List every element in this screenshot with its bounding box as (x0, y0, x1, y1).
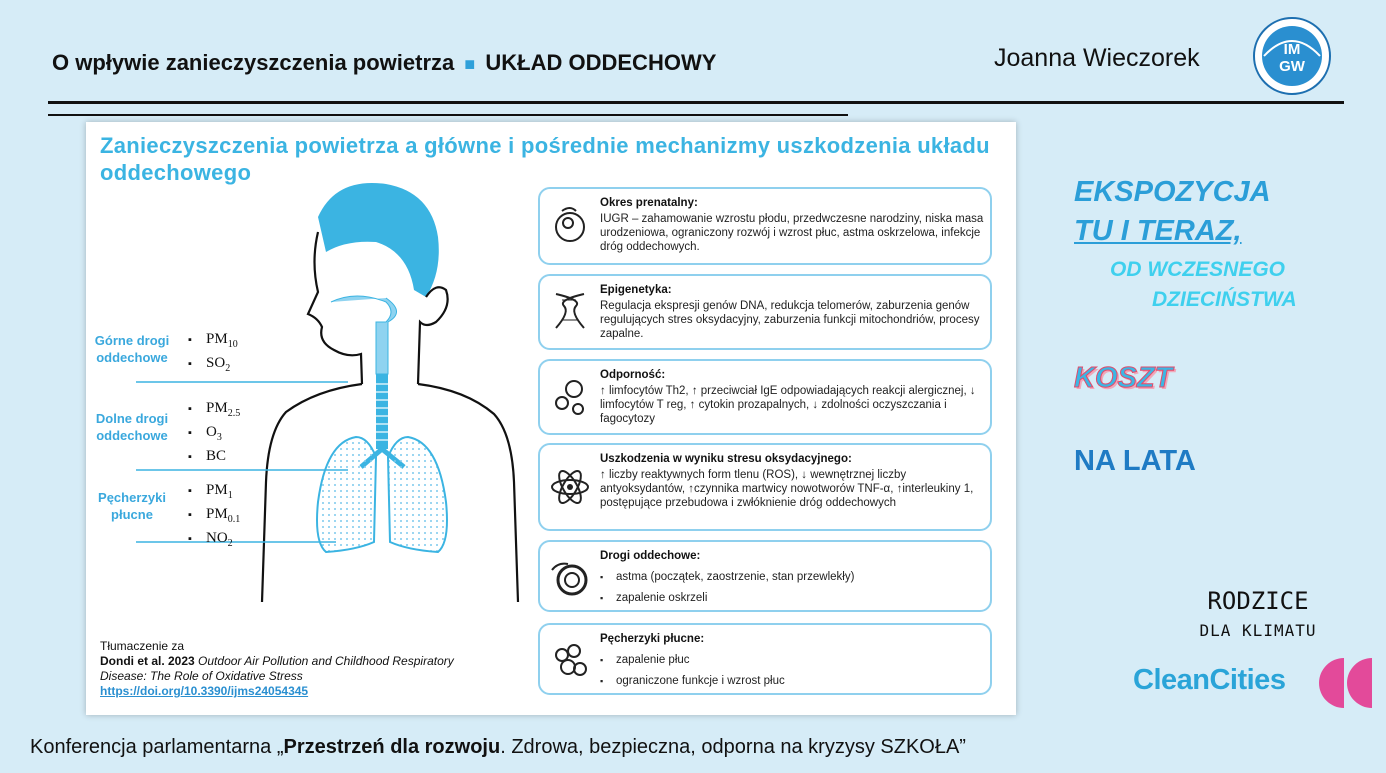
conference-footer (30, 736, 966, 759)
box-title: Drogi oddechowe: (600, 550, 701, 562)
footer-prefix: Konferencja parlamentarna „ (30, 736, 284, 758)
title-part-1: O wpływie zanieczyszczenia powietrza (52, 50, 455, 75)
infographic-title: Zanieczyszczenia powietrza a główne i pośrednie mechanizmy uszkodzenia układu oddechowego (100, 133, 990, 185)
box-title: Okres prenatalny: (600, 197, 698, 209)
clean-cities-mark-icon (1318, 656, 1374, 710)
right-lung (388, 437, 447, 552)
box-title: Pęcherzyki płucne: (600, 633, 705, 645)
region-label-alveoli (90, 489, 174, 523)
pollutant-bc: ▪ BC (188, 447, 240, 471)
rodzice-logo-line-2: DLA KLIMATU (1199, 621, 1317, 640)
slide-title (52, 50, 716, 76)
pollutant-pm1: ▪ $PM_1$ (188, 481, 240, 505)
box-title: Odporność: (600, 369, 666, 381)
box-text: Regulacja ekspresji genów DNA, redukcja telomerów, zaburzenia genów regulujących stres oksydacyjny, zaburzenia funkcji mitochondriów, procesy zapalne. (600, 300, 980, 340)
pollutant-list-lower (188, 399, 240, 471)
side-text-cost: KOSZT (1074, 362, 1173, 394)
box-immunity (538, 359, 992, 435)
footer-bold: Przestrzeń dla rozwoju (283, 736, 501, 758)
list-item: ▪ zapalenie płuc (600, 653, 985, 667)
box-text: ↑ limfocytów Th2, ↑ przeciwciał IgE odpowiadających reakcji alergicznej, ↓ limfocytów T reg, ↑ cytokin prozapalnych, ↓ zdolności oczyszczania i fagocytozy (600, 385, 976, 425)
box-list (600, 570, 985, 612)
region-label-lower-airways (90, 410, 174, 444)
virus-icon (548, 375, 592, 419)
footer-suffix: . Zdrowa, bezpieczna, odporna na kryzysy SZKOŁA” (500, 736, 966, 758)
list-item: ▪ astma (początek, zaostrzenie, stan przewlekły) (600, 570, 985, 584)
box-alveoli (538, 623, 992, 695)
dna-icon (548, 290, 592, 334)
pollutant-pm25: ▪ $PM_{2.5}$ (188, 399, 240, 423)
imgw-logo-text-2: GW (1279, 58, 1305, 75)
pollutant-list-alveoli (188, 481, 240, 553)
citation-title-a: Outdoor Air Pollution and Childhood Respiratory (198, 654, 454, 668)
citation-doi-link[interactable]: https://doi.org/10.3390/ijms24054345 (100, 684, 309, 698)
region-label-line: Pęcherzyki (98, 490, 166, 505)
box-text: IUGR – zahamowanie wzrostu płodu, przedwczesne narodziny, niska masa urodzeniowa, ograniczony rozwój i wzrost płuc, astma oskrzelowa, infekcje dróg oddechowych. (600, 213, 984, 253)
box-epigenetics (538, 274, 992, 350)
pollutant-no2: ▪ $NO_2$ (188, 529, 240, 553)
side-text-for-years: NA LATA (1074, 445, 1196, 477)
imgw-logo (1252, 16, 1332, 96)
region-label-line: Górne drogi (94, 333, 170, 348)
atom-icon (548, 465, 592, 509)
citation-title-b: Disease: The Role of Oxidative Stress (100, 669, 303, 683)
side-text-from-early: OD WCZESNEGO (1110, 258, 1286, 281)
side-text-childhood: DZIECIŃSTWA (1152, 288, 1297, 311)
title-part-2: UKŁAD ODDECHOWY (485, 50, 717, 75)
header-rule-short (48, 114, 848, 116)
list-item: ▪ zapalenie oskrzeli (600, 591, 985, 605)
box-prenatal (538, 187, 992, 265)
pollutant-o3: ▪ $O_3$ (188, 423, 240, 447)
clean-cities-logo-text: CleanCities (1133, 664, 1286, 696)
citation-authors: Dondi et al. 2023 (100, 654, 195, 668)
pollutant-so2: ▪ $SO_2$ (188, 354, 238, 378)
header-rule (48, 101, 1344, 104)
box-list (600, 653, 985, 695)
imgw-logo-text-1: IM (1283, 41, 1301, 58)
box-title: Epigenetyka: (600, 284, 672, 296)
hair (318, 183, 439, 297)
region-label-line: Dolne drogi (95, 411, 169, 426)
author-name: Joanna Wieczorek (994, 44, 1200, 72)
region-label-line: płucne (111, 507, 153, 522)
pollutant-pm01: ▪ $PM_{0.1}$ (188, 505, 240, 529)
side-text-exposure: EKSPOZYCJA (1074, 176, 1271, 208)
alveoli-icon (548, 639, 592, 683)
rodzice-dla-klimatu-logo (1198, 586, 1318, 646)
box-title: Uszkodzenia w wyniku stresu oksydacyjnego: (600, 453, 852, 465)
airway-icon (548, 556, 592, 600)
fetus-icon (548, 203, 592, 247)
infographic-card (86, 122, 1016, 715)
citation (100, 639, 520, 699)
region-label-line: oddechowe (96, 350, 168, 365)
citation-ref (100, 654, 520, 669)
box-text: ↑ liczby reaktywnych form tlenu (ROS), ↓ wewnętrznej liczby antyoksydantów, ↑czynnika martwicy nowotworów TNF-α, ↑interleukiny 1, postępujące przebudowa i zwłóknienie dróg oddechowych (600, 469, 974, 509)
title-separator: ■ (464, 54, 476, 74)
region-label-upper-airways (90, 332, 174, 366)
rodzice-logo-line-1: RODZICE (1207, 587, 1309, 615)
pollutant-list-upper (188, 330, 238, 378)
region-label-line: oddechowe (96, 428, 168, 443)
left-lung (317, 437, 376, 552)
citation-intro: Tłumaczenie za (100, 639, 185, 653)
box-airways (538, 540, 992, 612)
list-item: ▪ ograniczone funkcje i wzrost płuc (600, 674, 985, 688)
pollutant-pm10: ▪ $PM_{10}$ (188, 330, 238, 354)
side-text-here-now: TU I TERAZ, (1074, 215, 1242, 247)
box-oxidative-stress (538, 443, 992, 531)
